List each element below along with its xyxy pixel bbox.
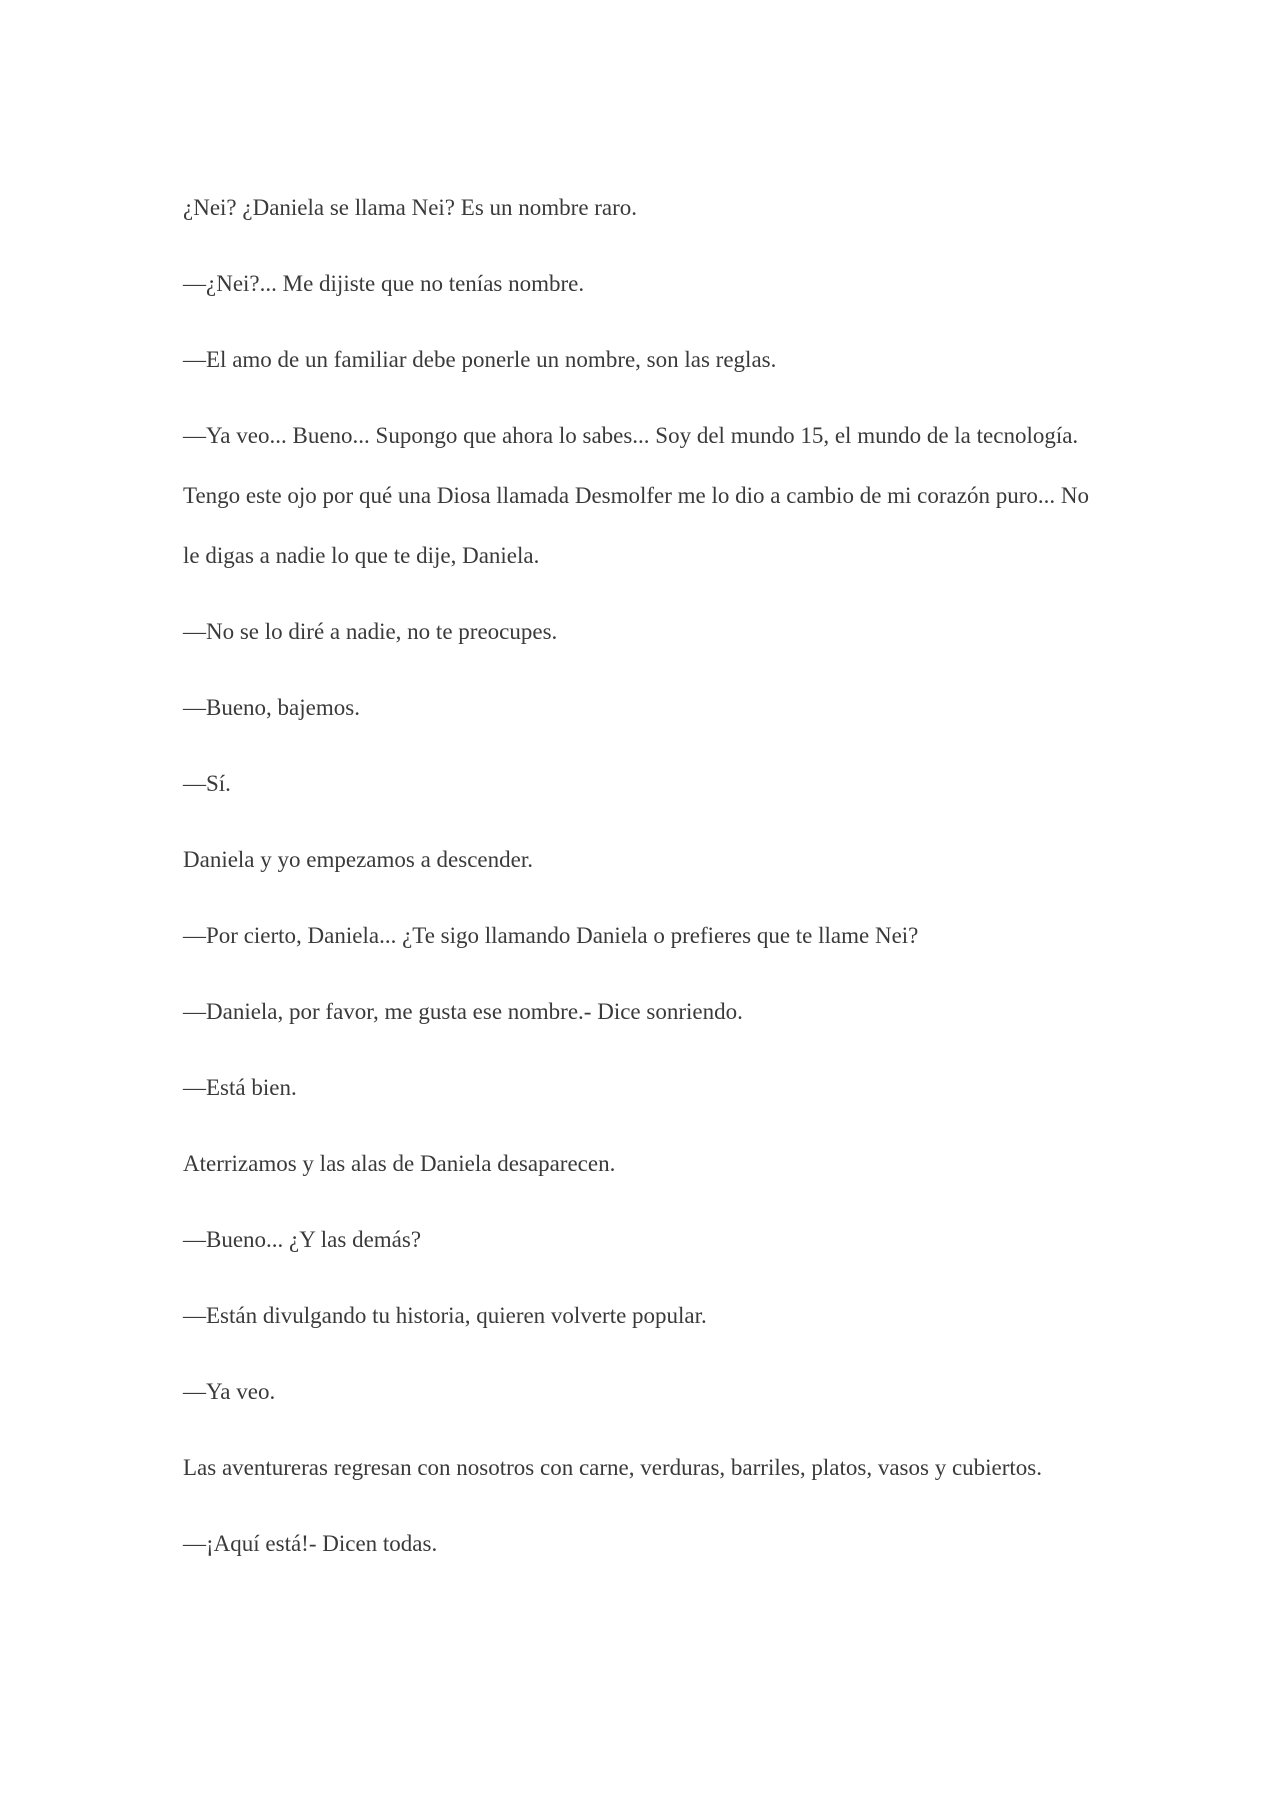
paragraph: —Bueno... ¿Y las demás?	[183, 1227, 422, 1252]
paragraph: —Ya veo.	[183, 1379, 276, 1404]
paragraph: —Por cierto, Daniela... ¿Te sigo llamando Daniela o prefieres que te llame Nei?	[183, 923, 919, 948]
paragraph: —No se lo diré a nadie, no te preocupes.	[183, 619, 558, 644]
paragraph: —Sí.	[183, 771, 231, 796]
paragraph: —Bueno, bajemos.	[183, 695, 360, 720]
paragraph: —Está bien.	[183, 1075, 297, 1100]
paragraph: —Están divulgando tu historia, quieren volverte popular.	[183, 1303, 707, 1328]
paragraph: —¡Aquí está!- Dicen todas.	[183, 1531, 438, 1556]
paragraph: —¿Nei?... Me dijiste que no tenías nombre.	[183, 271, 585, 296]
paragraph: ¿Nei? ¿Daniela se llama Nei? Es un nombre raro.	[183, 195, 638, 220]
document-body	[183, 178, 1103, 1590]
paragraph: Daniela y yo empezamos a descender.	[183, 847, 533, 872]
paragraph: Aterrizamos y las alas de Daniela desaparecen.	[183, 1151, 616, 1176]
paragraph: Las aventureras regresan con nosotros con carne, verduras, barriles, platos, vasos y cubiertos.	[183, 1455, 1043, 1480]
paragraph: —El amo de un familiar debe ponerle un nombre, son las reglas.	[183, 347, 777, 372]
paragraph: —Ya veo... Bueno... Supongo que ahora lo sabes... Soy del mundo 15, el mundo de la tecnología. Tengo este ojo por qué una Diosa llamada Desmolfer me lo dio a cambio de mi corazón puro... No le digas a nadie lo que te dije, Daniela.	[183, 423, 1089, 568]
paragraph: —Daniela, por favor, me gusta ese nombre.- Dice sonriendo.	[183, 999, 743, 1024]
